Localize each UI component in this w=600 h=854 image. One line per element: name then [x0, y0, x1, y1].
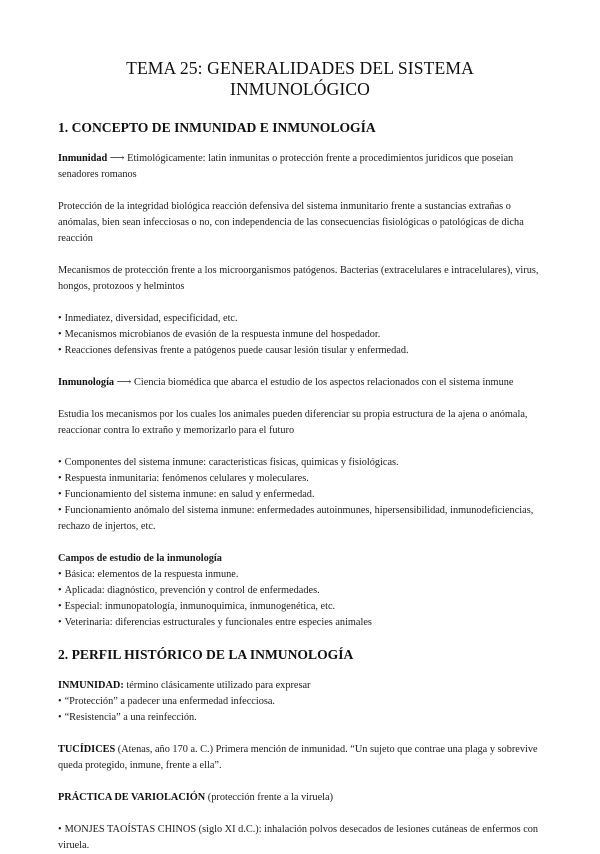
list-item: • Especial: inmunopatología, inmunoquimica, inmunogenética, etc. — [58, 599, 542, 615]
list-item: • Mecanismos microbianos de evasión de la respuesta inmune del hospedador. — [58, 327, 542, 343]
inmunidad-historic — [58, 678, 542, 694]
list-item: • Básica: elementos de la respuesta inmune. — [58, 567, 542, 583]
list-item: • “Resistencia” a una reinfección. — [58, 710, 542, 726]
paragraph: Mecanismos de protección frente a los microorganismos patógenos. Bacterias (extracelulares e intracelulares), virus, hongos, protozoos y helmintos — [58, 265, 539, 292]
bullet-list — [58, 822, 542, 854]
inmunologia-definition-text: Ciencia biomédica que abarca el estudio de los aspectos relacionados con el sistema inmune — [134, 377, 514, 388]
campos-heading: Campos de estudio de la inmunología — [58, 553, 222, 564]
tucidides-text: (Atenas, año 170 a. C.) Primera mención de inmunidad. “Un sujeto que contrae una plaga y sobrevive queda protegido, inmune, frente a ella”. — [58, 744, 538, 771]
variolacion-paragraph — [58, 790, 542, 806]
paragraph: Protección de la integridad biológica reacción defensiva del sistema inmunitario frente a sustancias extrañas o anómalas, bien sean infecciosas o no, con independencia de las consecuencias fisiológicas o patológicas de dicha reacción — [58, 201, 524, 244]
inmunidad-term: Inmunidad — [58, 153, 108, 164]
list-item: • MONJES TAOÍSTAS CHINOS (siglo XI d.C.): inhalación polvos desecados de lesiones cutáneas de enfermos con viruela. — [58, 822, 542, 854]
arrow-icon: ⟶ — [107, 153, 128, 164]
list-item: • Reacciones defensivas frente a patógenos puede causar lesión tisular y enfermedad. — [58, 343, 542, 359]
bullet-list — [58, 694, 542, 726]
section-1-heading: 1. CONCEPTO DE INMUNIDAD E INMUNOLOGÍA — [58, 120, 376, 135]
tucidides-term: TUCÍDICES — [58, 744, 116, 755]
inmunologia-term: Inmunología — [58, 377, 115, 388]
paragraph: Estudia los mecanismos por los cuales los animales pueden diferenciar su propia estructura de la ajena o anómala, reaccionar contra lo extraño y memorizarlo para el futuro — [58, 409, 528, 436]
bullet-list — [58, 311, 542, 359]
section-2-heading: 2. PERFIL HISTÓRICO DE LA INMUNOLOGÍA — [58, 647, 354, 662]
variolacion-text: (protección frente a la viruela) — [205, 792, 334, 803]
arrow-icon: ⟶ — [114, 377, 135, 388]
inmunologia-definition — [58, 375, 542, 391]
list-item: • “Protección” a padecer una enfermedad infecciosa. — [58, 694, 542, 710]
list-item: • Aplicada: diagnóstico, prevención y control de enfermedades. — [58, 583, 542, 599]
bullet-list — [58, 455, 542, 535]
variolacion-term: PRÁCTICA DE VARIOLACIÓN — [58, 792, 206, 803]
page-title: TEMA 25: GENERALIDADES DEL SISTEMA INMUNOLÓGICO — [126, 58, 474, 99]
inmunidad-historic-text: término clásicamente utilizado para expresar — [123, 680, 311, 691]
inmunidad-definition-text: Etimológicamente: latin inmunitas o protección frente a procedimientos juridicos que poseian senadores romanos — [58, 153, 514, 180]
list-item: • Funcionamiento anómalo del sistema inmune: enfermedades autoinmunes, hipersensibilidad, inmunodeficiencias, rechazo de injertos, etc. — [58, 503, 542, 535]
bullet-list — [58, 567, 542, 631]
list-item: • Respuesta inmunitaria: fenómenos celulares y moleculares. — [58, 471, 542, 487]
list-item: • Funcionamiento del sistema inmune: en salud y enfermedad. — [58, 487, 542, 503]
list-item: • Componentes del sistema inmune: caracteristicas fisicas, quimicas y fisiológicas. — [58, 455, 542, 471]
list-item: • Inmediatez, diversidad, especificidad, etc. — [58, 311, 542, 327]
inmunidad-historic-term: INMUNIDAD: — [58, 680, 124, 691]
tucidides-paragraph — [58, 742, 542, 774]
list-item: • Veterinaria: diferencias estructurales y funcionales entre especies animales — [58, 615, 542, 631]
inmunidad-definition — [58, 151, 542, 183]
